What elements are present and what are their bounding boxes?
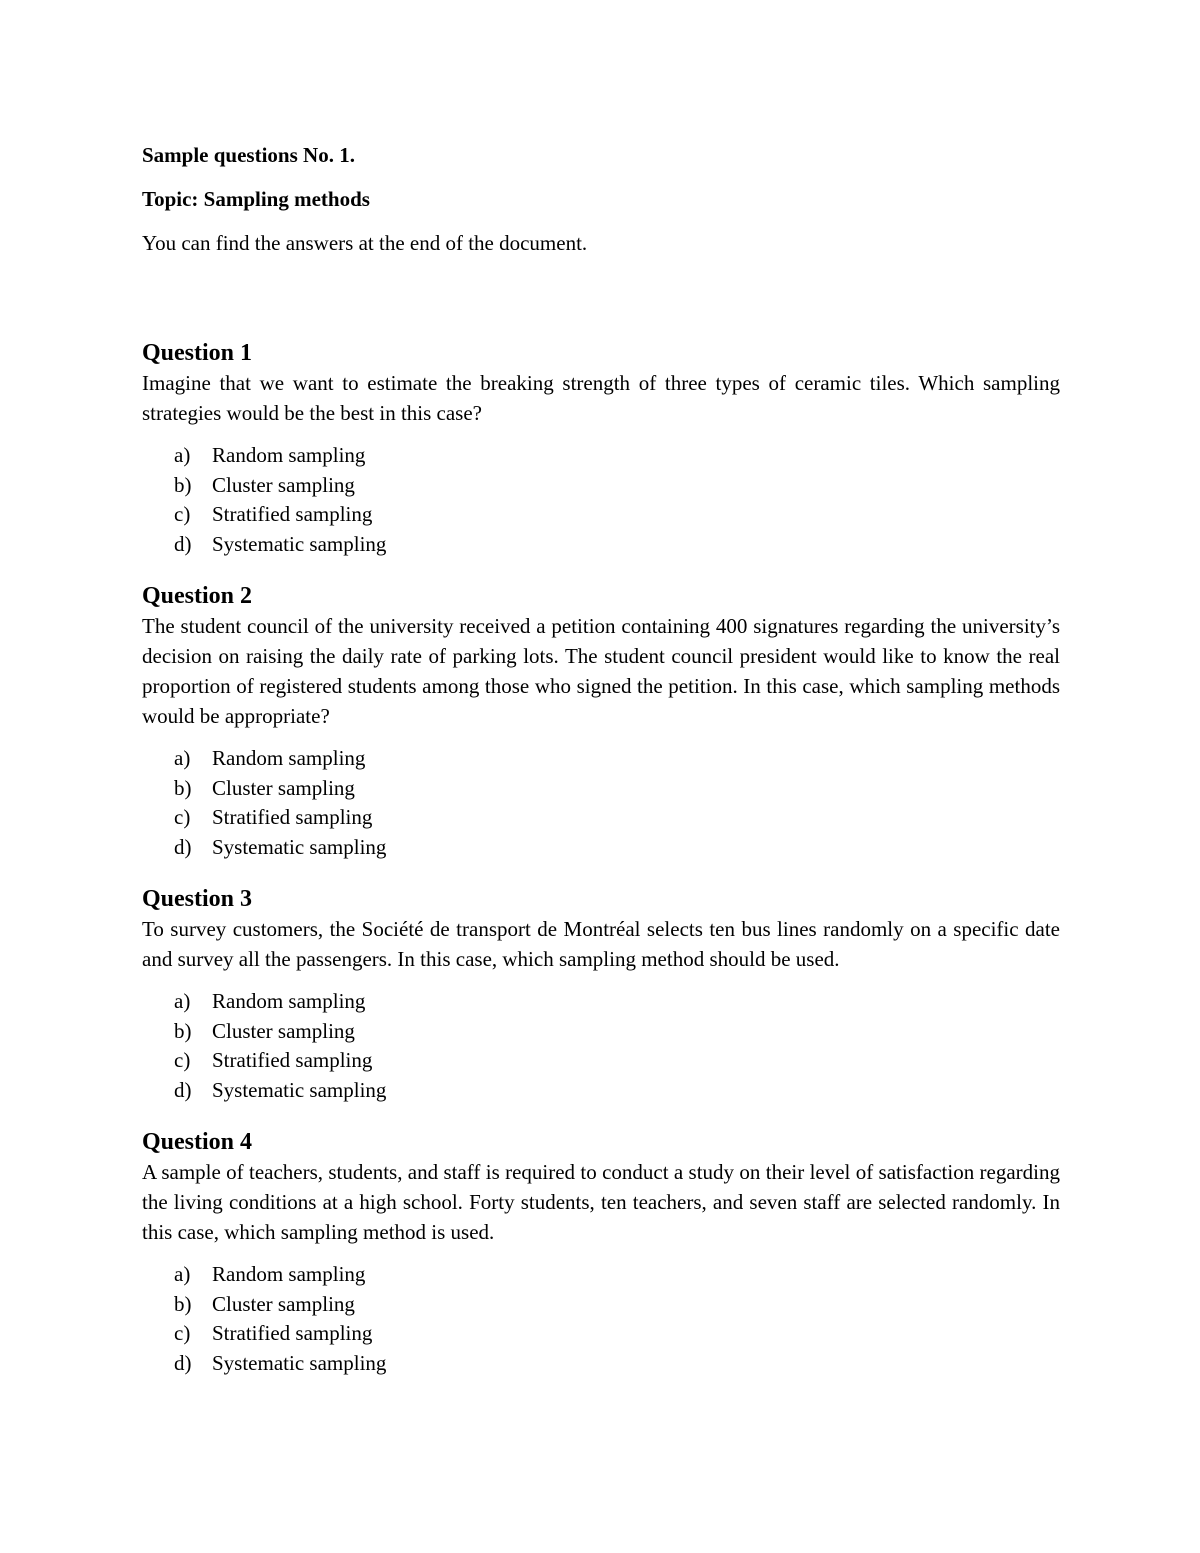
document-intro: You can find the answers at the end of the document. [142, 231, 588, 255]
option-letter: b) [174, 1291, 192, 1316]
document-content [142, 140, 1060, 1400]
question-text: A sample of teachers, students, and staff is required to conduct a study on their level of satisfaction regarding the living conditions at a high school. Forty students, ten teachers, and seven staff are selected randomly. In this case, which sampling method is used. [142, 1160, 1060, 1244]
option-item [142, 1046, 1060, 1076]
option-label: Random sampling [212, 1262, 366, 1286]
option-item [142, 471, 1060, 501]
option-item [142, 833, 1060, 863]
option-letter: a) [174, 989, 191, 1013]
option-label: Stratified sampling [212, 502, 373, 526]
option-list [142, 441, 1060, 559]
document-topic: Topic: Sampling methods [142, 187, 370, 211]
question-text: Imagine that we want to estimate the breaking strength of three types of ceramic tiles. Which sampling strategies would be the best in this case? [142, 371, 1060, 425]
option-letter: d) [174, 531, 192, 556]
option-label: Cluster sampling [212, 1018, 355, 1043]
option-item [142, 500, 1060, 530]
option-item [142, 1017, 1060, 1047]
option-item [142, 441, 1060, 471]
option-item [142, 803, 1060, 833]
option-label: Stratified sampling [212, 1321, 373, 1345]
option-label: Random sampling [212, 443, 366, 467]
option-label: Systematic sampling [212, 834, 387, 859]
option-letter: c) [174, 1321, 191, 1345]
option-item [142, 1349, 1060, 1379]
question-title: Question 2 [142, 583, 253, 609]
option-letter: c) [174, 1048, 191, 1072]
option-letter: d) [174, 1077, 192, 1102]
option-letter: d) [174, 834, 192, 859]
option-letter: c) [174, 805, 191, 829]
option-label: Random sampling [212, 989, 366, 1013]
option-label: Systematic sampling [212, 531, 387, 556]
document-title: Sample questions No. 1. [142, 143, 355, 167]
question-title: Question 3 [142, 886, 253, 912]
option-label: Systematic sampling [212, 1077, 387, 1102]
option-item [142, 774, 1060, 804]
option-item [142, 1260, 1060, 1290]
question-title: Question 1 [142, 340, 253, 366]
option-letter: a) [174, 1262, 191, 1286]
option-label: Cluster sampling [212, 472, 355, 497]
option-letter: d) [174, 1350, 192, 1375]
question-title: Question 4 [142, 1129, 253, 1155]
option-list [142, 744, 1060, 862]
option-letter: b) [174, 472, 192, 497]
option-letter: a) [174, 746, 191, 770]
option-letter: b) [174, 1018, 192, 1043]
option-list [142, 1260, 1060, 1378]
option-label: Random sampling [212, 746, 366, 770]
question-text: To survey customers, the Société de transport de Montréal selects ten bus lines randomly on a specific date and survey all the passengers. In this case, which sampling method should be used. [142, 917, 1060, 971]
option-item [142, 744, 1060, 774]
question-1 [142, 338, 1060, 559]
option-label: Stratified sampling [212, 1048, 373, 1072]
question-text: The student council of the university received a petition containing 400 signatures regarding the university’s decision on raising the daily rate of parking lots. The student council president would like to know the real proportion of registered students among those who signed the petition. In this case, which sampling methods would be appropriate? [142, 614, 1060, 728]
option-letter: b) [174, 775, 192, 800]
question-2 [142, 581, 1060, 862]
option-label: Systematic sampling [212, 1350, 387, 1375]
option-item [142, 1319, 1060, 1349]
question-list [142, 338, 1060, 1378]
option-label: Stratified sampling [212, 805, 373, 829]
option-item [142, 530, 1060, 560]
option-list [142, 987, 1060, 1105]
option-letter: c) [174, 502, 191, 526]
option-item [142, 987, 1060, 1017]
option-label: Cluster sampling [212, 775, 355, 800]
option-item [142, 1076, 1060, 1106]
question-4 [142, 1127, 1060, 1378]
option-label: Cluster sampling [212, 1291, 355, 1316]
question-3 [142, 884, 1060, 1105]
option-letter: a) [174, 443, 191, 467]
option-item [142, 1290, 1060, 1320]
